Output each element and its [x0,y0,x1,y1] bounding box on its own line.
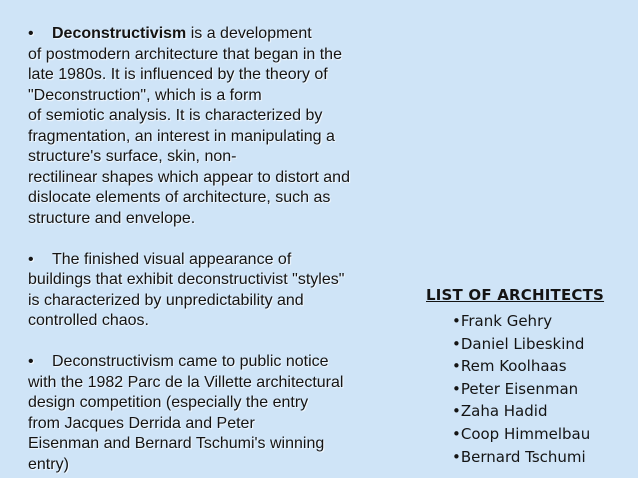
architects-title: LIST OF ARCHITECTS [426,286,605,304]
text-line: is characterized by unpredictability and [28,291,304,309]
paragraph-visual-appearance [28,250,398,332]
text-line: buildings that exhibit deconstructivist "styles" [28,271,345,288]
keyword-deconstructivism: Deconstructivism [52,25,187,42]
architects-list [452,310,604,468]
architects-panel [426,284,604,468]
text-line: of semiotic analysis. It is characterized by [28,107,323,124]
paragraph-public-notice [28,352,398,475]
text-line: dislocate elements of architecture, such as [28,189,331,206]
text-line [28,250,398,271]
list-item: •Peter Eisenman [452,379,579,398]
list-item: •Rem Koolhaas [452,357,567,376]
list-item: •Daniel Libeskind [452,334,585,353]
bullet: • [28,25,34,42]
text-line: of postmodern architecture that began in the [28,45,342,63]
body-text [28,24,398,478]
text-line: Eisenman and Bernard Tschumi's winning [28,435,325,452]
text-line: "Deconstruction", which is a form [28,86,262,104]
text-line: fragmentation, an interest in manipulating a [28,127,335,145]
list-item: •Frank Gehry [452,312,553,330]
list-item: •Bernard Tschumi [452,447,586,466]
text-line: design competition (especially the entry [28,394,309,411]
paragraph-deconstructivism-definition [28,24,398,229]
text-line [28,24,398,45]
bullet: • [28,353,34,370]
text-line: from Jacques Derrida and Peter [28,414,255,432]
text-line: structure and envelope. [28,209,196,227]
text-line: controlled chaos. [28,312,149,329]
text-fragment: is a development [186,25,312,42]
text-line: structure's surface, skin, non- [28,148,237,165]
text-line: entry) [28,455,69,473]
text-fragment: Deconstructivism came to public notice [52,353,329,370]
list-item: •Coop Himmelbau [452,424,591,443]
text-line: rectilinear shapes which appear to distort and [28,168,350,186]
text-line [28,352,398,373]
bullet: • [28,250,34,268]
text-line: with the 1982 Parc de la Villette architectural [28,373,344,391]
text-fragment: The finished visual appearance of [52,250,292,268]
text-line: late 1980s. It is influenced by the theory of [28,66,328,83]
list-item: •Zaha Hadid [452,402,548,421]
